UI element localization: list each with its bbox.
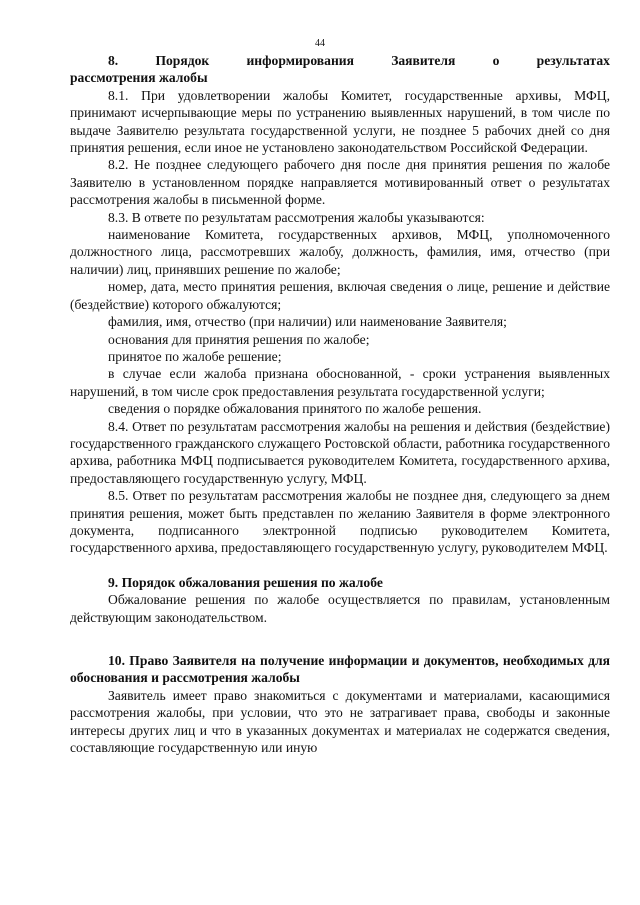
list-item: наименование Комитета, государственных архивов, МФЦ, уполномоченного должностного лица, рассмотревших жалобу, должность, фамилия, имя, отчество (при наличии) лиц, принявших решение по жалобе; [70, 227, 610, 277]
paragraph-8-1: 8.1. При удовлетворении жалобы Комитет, государственные архивы, МФЦ, принимают исчерпывающие меры по устранению выявленных нарушений, в том числе по выдаче Заявителю результата государственной услуги, не позднее 5 рабочих дней со дня принятия решения, если иное не установлено законодательством Российской Федерации. [70, 87, 610, 156]
page-number: 44 [315, 38, 325, 49]
paragraph-9: Обжалование решения по жалобе осуществляется по правилам, установленным действующим законодательством. [70, 592, 610, 625]
paragraph-8-4: 8.4. Ответ по результатам рассмотрения жалобы на решения и действия (бездействие) государственного гражданского служащего Ростовской области, работника государственного архива, работника МФЦ подписывается руководителем Комитета, государственного архива, предоставляющего государственную услугу, МФЦ. [70, 418, 610, 486]
heading-word: о [492, 53, 500, 68]
heading-word: информирования [246, 53, 354, 68]
heading-word: 8. [108, 53, 119, 68]
heading-word: результатах [536, 53, 610, 68]
document-body [70, 52, 610, 756]
paragraph-8-2: 8.2. Не позднее следующего рабочего дня после дня принятия решения по жалобе Заявителю в установленном порядке направляется мотивированный ответ о результатах рассмотрения жалобы в письменной форме. [70, 157, 610, 208]
list-item: фамилия, имя, отчество (при наличии) или наименование Заявителя; [108, 314, 507, 330]
heading-word: Порядок [155, 53, 210, 68]
section-9-heading: 9. Порядок обжалования решения по жалобе [108, 574, 383, 590]
heading-word: Заявителя [391, 53, 456, 68]
section-8-heading [70, 52, 610, 87]
list-item: принятое по жалобе решение; [108, 348, 282, 364]
list-item: в случае если жалоба признана обоснованной, - сроки устранения выявленных нарушений, в том числе срок предоставления результата государственной услуги; [70, 366, 610, 399]
list-item: номер, дата, место принятия решения, включая сведения о лице, решение и действие (бездействие) которого обжалуются; [70, 279, 610, 312]
list-item: сведения о порядке обжалования принятого по жалобе решения. [108, 401, 482, 417]
section-8-heading-line1 [70, 52, 610, 69]
paragraph-8-3: 8.3. В ответе по результатам рассмотрения жалобы указываются: [108, 209, 485, 225]
section-10-heading: 10. Право Заявителя на получение информации и документов, необходимых для обоснования и рассмотрения жалобы [70, 653, 610, 686]
section-8-heading-line2: рассмотрения жалобы [70, 70, 208, 86]
paragraph-10: Заявитель имеет право знакомиться с документами и материалами, касающимися рассмотрения жалобы, при условии, что это не затрагивает права, свободы и законные интересы других лиц и что в указанных документах и материалах не содержатся сведения, составляющие государственную или иную [70, 687, 610, 756]
list-item: основания для принятия решения по жалобе; [108, 331, 370, 347]
paragraph-8-5: 8.5. Ответ по результатам рассмотрения жалобы не позднее дня, следующего за днем принятия решения, может быть представлен по желанию Заявителя в форме электронного документа, подписанного электронной подписью руководителем Комитета, государственного архива, предоставляющего государственную услугу, руководителем МФЦ. [70, 488, 610, 556]
